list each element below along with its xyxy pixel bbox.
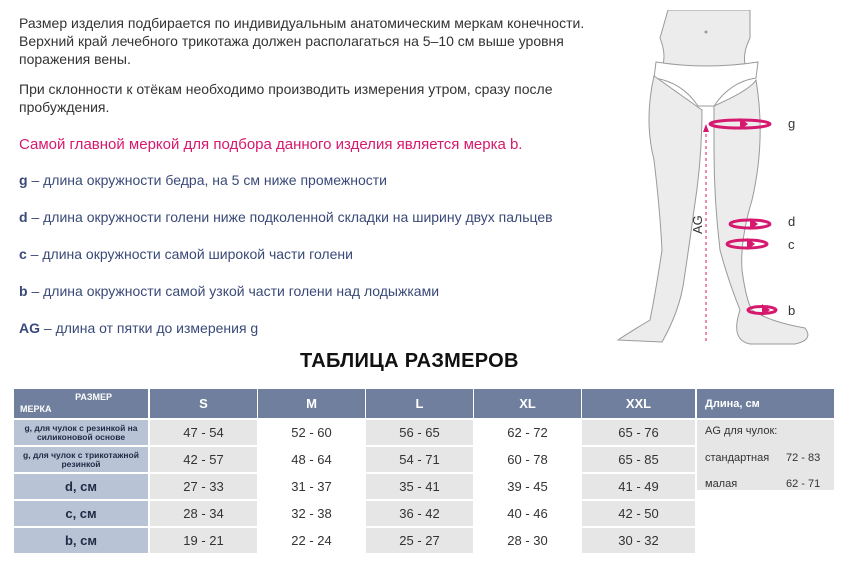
table-cell: 25 - 27 <box>366 528 473 553</box>
table-cell: 36 - 42 <box>366 501 473 526</box>
definition-ag <box>19 320 258 336</box>
definition-g <box>19 172 387 188</box>
intro-paragraph-1: Размер изделия подбирается по индивидуальным анатомическим меркам конечности. Верхний край лечебного трикотажа должен располагаться на 5–10 см выше уровня поражения вены. <box>19 15 585 67</box>
intro-paragraph-2: При склонности к отёкам необходимо производить измерения утром, сразу после пробуждения. <box>19 81 553 115</box>
definition-b <box>19 283 439 299</box>
definition-text: – длина окружности голени ниже подколенной складки на ширину двух пальцев <box>27 209 553 225</box>
definition-key: AG <box>19 320 40 336</box>
table-cell: 30 - 32 <box>582 528 695 553</box>
length-table-body <box>697 420 834 490</box>
corner-measure-label: МЕРКА <box>20 404 52 414</box>
leg-measurement-figure <box>590 10 845 350</box>
table-cell: 42 - 57 <box>150 447 257 472</box>
table-cell: 48 - 64 <box>258 447 365 472</box>
size-header-xxl: XXL <box>582 389 695 418</box>
torso-shape <box>660 10 750 72</box>
definition-text: – длина окружности бедра, на 5 см ниже промежности <box>27 172 387 188</box>
table-cell: 39 - 45 <box>474 474 581 499</box>
length-table-subtitle: AG для чулок: <box>705 425 778 437</box>
intro-text <box>19 14 609 128</box>
row-label-b: b, см <box>14 528 148 553</box>
table-cell: 56 - 65 <box>366 420 473 445</box>
table-cell: 31 - 37 <box>258 474 365 499</box>
length-row-value: 72 - 83 <box>786 452 821 464</box>
size-header-s: S <box>150 389 257 418</box>
length-table-header: Длина, см <box>697 389 834 418</box>
row-label-g-silicone: g, для чулок с резинкой на силиконовой основе <box>14 420 148 445</box>
table-cell: 22 - 24 <box>258 528 365 553</box>
navel-icon <box>705 31 708 34</box>
label-c: c <box>788 237 795 252</box>
table-corner <box>14 389 148 418</box>
size-header-m: M <box>258 389 365 418</box>
main-measure-note: Самой главной меркой для подбора данного изделия является мерка b. <box>19 136 523 153</box>
left-leg-shape <box>618 76 702 342</box>
table-cell: 62 - 72 <box>474 420 581 445</box>
table-cell: 65 - 76 <box>582 420 695 445</box>
label-d: d <box>788 214 796 229</box>
row-label-d: d, см <box>14 474 148 499</box>
definition-text: – длина от пятки до измерения g <box>40 320 259 336</box>
row-label-c: c, см <box>14 501 148 526</box>
definition-d <box>19 209 553 225</box>
table-cell: 42 - 50 <box>582 501 695 526</box>
definition-key: g <box>19 172 28 188</box>
table-cell: 27 - 33 <box>150 474 257 499</box>
definition-text: – длина окружности самой узкой части голени над лодыжками <box>27 283 440 299</box>
definition-text: – длина окружности самой широкой части голени <box>26 246 353 262</box>
definition-c <box>19 246 353 262</box>
table-cell: 65 - 85 <box>582 447 695 472</box>
label-g: g <box>788 116 796 131</box>
size-header-l: L <box>366 389 473 418</box>
table-cell: 41 - 49 <box>582 474 695 499</box>
table-cell: 35 - 41 <box>366 474 473 499</box>
table-cell: 32 - 38 <box>258 501 365 526</box>
row-label-g-knitted: g, для чулок с трикотажной резинкой <box>14 447 148 472</box>
definition-key: b <box>19 283 28 299</box>
label-ag: AG <box>690 215 705 234</box>
table-cell: 52 - 60 <box>258 420 365 445</box>
label-b: b <box>788 303 796 318</box>
definition-key: c <box>19 246 27 262</box>
table-cell: 60 - 78 <box>474 447 581 472</box>
length-row-value: 62 - 71 <box>786 478 821 490</box>
table-cell: 54 - 71 <box>366 447 473 472</box>
size-table-title: ТАБЛИЦА РАЗМЕРОВ <box>300 350 519 372</box>
ag-arrow-top-icon <box>703 124 709 132</box>
table-cell: 19 - 21 <box>150 528 257 553</box>
length-row-name: стандартная <box>705 452 770 464</box>
table-cell: 47 - 54 <box>150 420 257 445</box>
table-cell: 40 - 46 <box>474 501 581 526</box>
table-cell: 28 - 34 <box>150 501 257 526</box>
length-row-name: малая <box>705 478 738 490</box>
size-header-xl: XL <box>474 389 581 418</box>
table-cell: 28 - 30 <box>474 528 581 553</box>
definition-key: d <box>19 209 28 225</box>
corner-size-label: РАЗМЕР <box>75 392 112 402</box>
